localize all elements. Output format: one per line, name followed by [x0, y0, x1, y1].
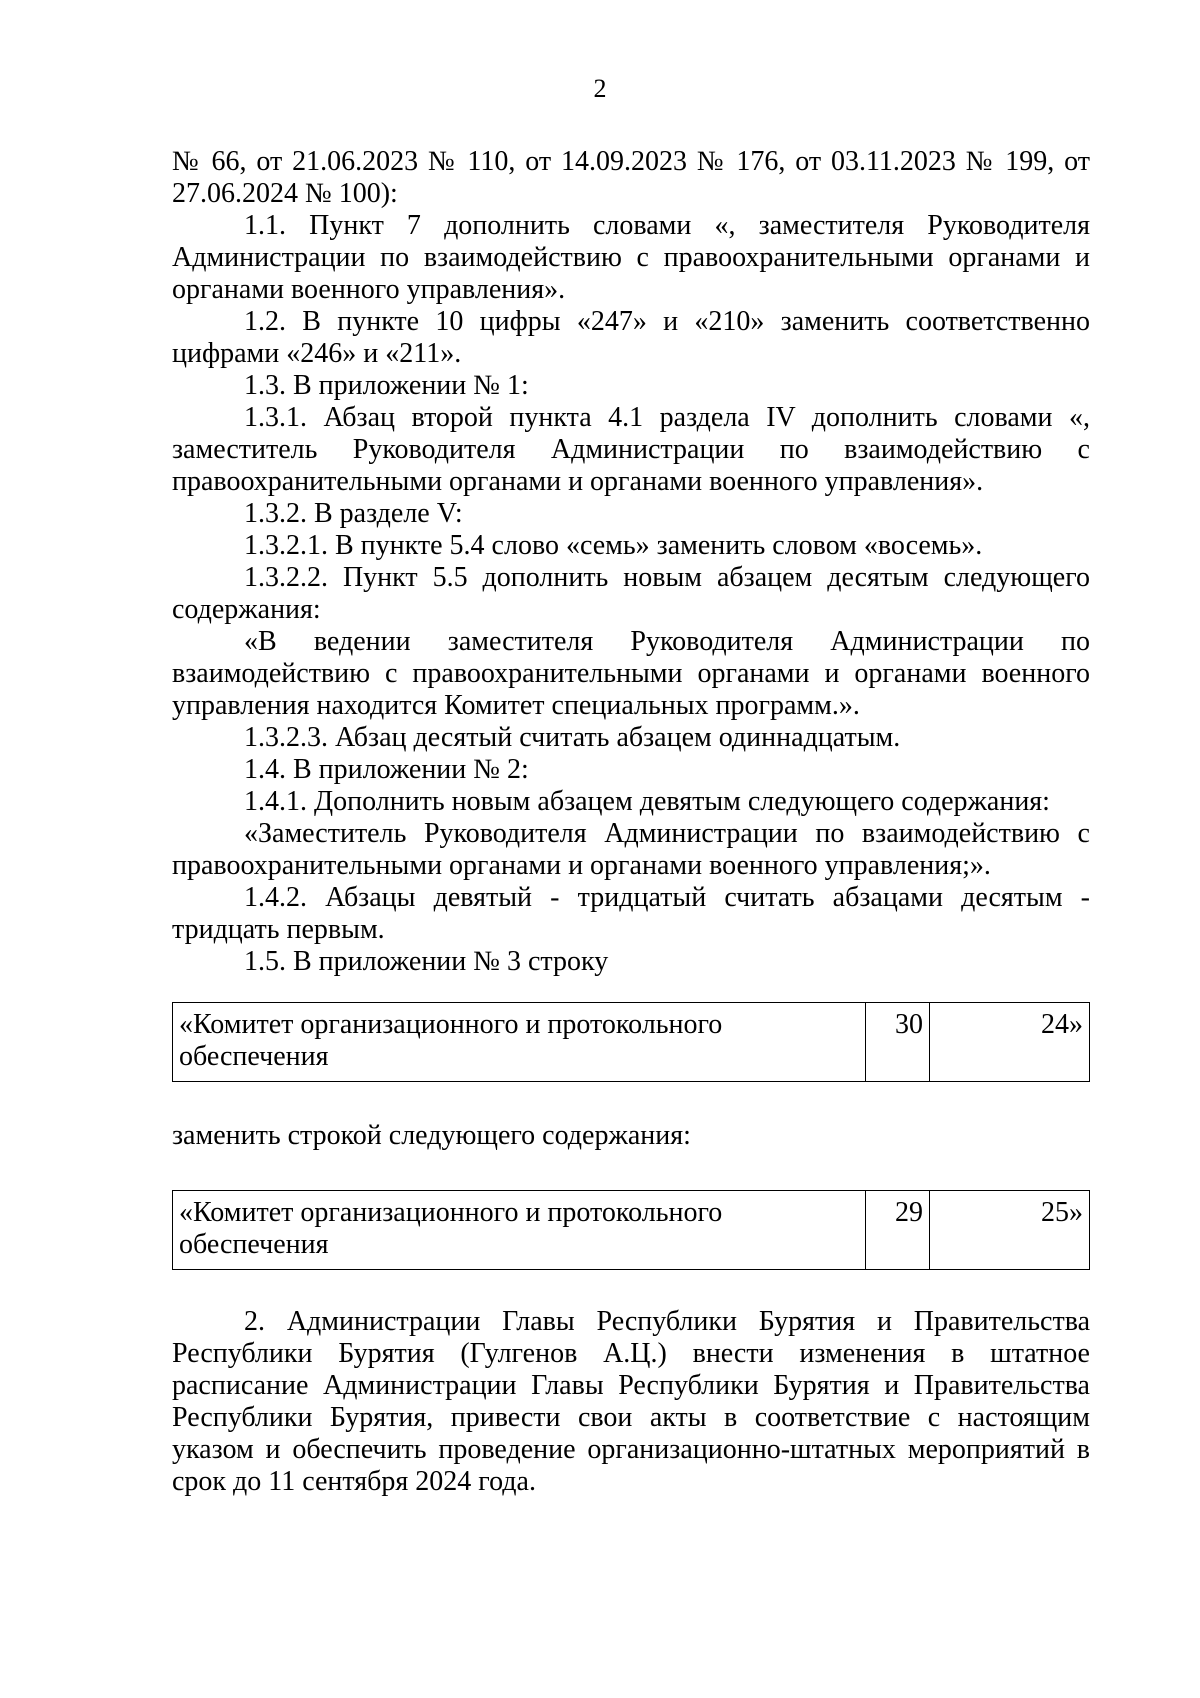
paragraph: 1.3. В приложении № 1: [244, 370, 529, 401]
page-number: 2 [593, 74, 607, 103]
paragraph: 1.4. В приложении № 2: [244, 754, 529, 785]
value-cell-1: 29 [866, 1191, 930, 1270]
document-body [172, 146, 1090, 1498]
value-cell-2: 24» [930, 1003, 1090, 1082]
paragraph: 1.3.2.3. Абзац десятый считать абзацем одиннадцатым. [244, 722, 901, 753]
paragraph: 1.3.2.1. В пункте 5.4 слово «семь» заменить словом «восемь». [244, 530, 983, 561]
value-cell-2: 25» [930, 1191, 1090, 1270]
new-row-table [172, 1190, 1090, 1270]
paragraph: 1.3.2.2. Пункт 5.5 дополнить новым абзацем десятым следующего содержания: [172, 562, 1090, 625]
paragraph: 1.3.1. Абзац второй пункта 4.1 раздела IV дополнить словами «, заместитель Руководителя Администрации по взаимодействию с правоохранительными органами и органами военного управления». [172, 402, 1090, 497]
replace-instruction: заменить строкой следующего содержания: [172, 1120, 691, 1151]
table-row [173, 1003, 1090, 1082]
paragraph-final: 2. Администрации Главы Республики Бурятия и Правительства Республики Бурятия (Гулгенов А.Ц.) внести изменения в штатное расписание Администрации Главы Республики Бурятия и Правительства Республики Бурятия, привести свои акты в соответствие с настоящим указом и обеспечить проведение организационно-штатных мероприятий в срок до 11 сентября 2024 года. [172, 1306, 1090, 1497]
amendment-paragraphs [172, 146, 1090, 978]
paragraph: 1.3.2. В разделе V: [244, 498, 463, 529]
paragraph: 1.2. В пункте 10 цифры «247» и «210» заменить соответственно цифрами «246» и «211». [172, 306, 1090, 369]
paragraph: 1.5. В приложении № 3 строку [244, 946, 609, 977]
paragraph: «Заместитель Руководителя Администрации по взаимодействию с правоохранительными органами и органами военного управления;». [172, 818, 1090, 881]
committee-name-cell: «Комитет организационного и протокольного обеспечения [173, 1191, 866, 1270]
table-row [173, 1191, 1090, 1270]
paragraph: № 66, от 21.06.2023 № 110, от 14.09.2023 № 176, от 03.11.2023 № 199, от 27.06.2024 № 100): [172, 146, 1090, 209]
paragraph: 1.1. Пункт 7 дополнить словами «, заместителя Руководителя Администрации по взаимодействию с правоохранительными органами и органами военного управления». [172, 210, 1090, 305]
paragraph: «В ведении заместителя Руководителя Администрации по взаимодействию с правоохранительными органами и органами военного управления находится Комитет специальных программ.». [172, 626, 1090, 721]
paragraph: 1.4.1. Дополнить новым абзацем девятым следующего содержания: [244, 786, 1050, 817]
paragraph: 1.4.2. Абзацы девятый - тридцатый считать абзацами десятым - тридцать первым. [172, 882, 1090, 945]
committee-name-cell: «Комитет организационного и протокольного обеспечения [173, 1003, 866, 1082]
value-cell-1: 30 [866, 1003, 930, 1082]
old-row-table [172, 1002, 1090, 1082]
